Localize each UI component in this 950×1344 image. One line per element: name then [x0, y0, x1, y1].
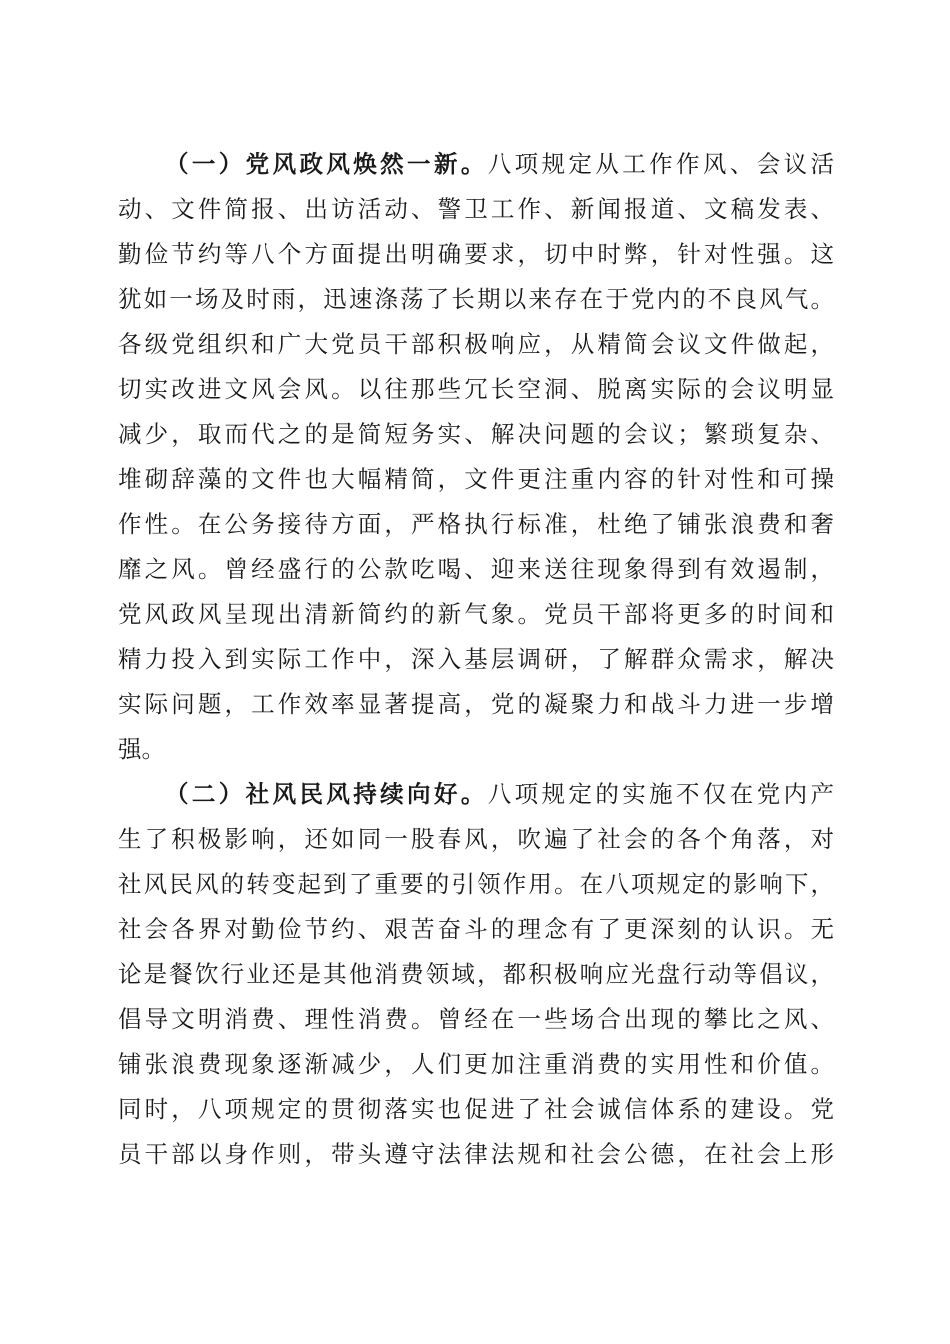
paragraph-line: 党风政风呈现出清新简约的新气象。党员干部将更多的时间和 [118, 600, 834, 628]
section-heading: （一）党风政风焕然一新。 [165, 150, 488, 178]
paragraph-line: 社会各界对勤俭节约、艰苦奋斗的理念有了更深刻的认识。无 [118, 915, 834, 943]
paragraph-line: 同时，八项规定的贯彻落实也促进了社会诚信体系的建设。党 [118, 1095, 834, 1123]
paragraph-line: 各级党组织和广大党员干部积极响应，从精简会议文件做起， [118, 330, 834, 358]
paragraph-line: 员干部以身作则，带头遵守法律法规和社会公德，在社会上形 [118, 1140, 834, 1168]
paragraph-first-line [118, 772, 834, 817]
paragraph-line: 切实改进文风会风。以往那些冗长空洞、脱离实际的会议明显 [118, 375, 834, 403]
paragraph-party-style [118, 142, 834, 772]
paragraph-line: 论是餐饮行业还是其他消费领域，都积极响应光盘行动等倡议， [118, 960, 834, 988]
paragraph-line: 社风民风的转变起到了重要的引领作用。在八项规定的影响下， [118, 870, 834, 898]
paragraph-line: 作性。在公务接待方面，严格执行标准，杜绝了铺张浪费和奢 [118, 510, 834, 538]
paragraph-line: 犹如一场及时雨，迅速涤荡了长期以来存在于党内的不良风气。 [118, 285, 834, 313]
paragraph-line: 勤俭节约等八个方面提出明确要求，切中时弊，针对性强。这 [118, 240, 834, 268]
paragraph-line: 实际问题，工作效率显著提高，党的凝聚力和战斗力进一步增 [118, 690, 834, 718]
paragraph-text: 八项规定的实施不仅在党内产 [487, 780, 834, 808]
paragraph-first-line [118, 142, 834, 187]
section-heading: （二）社风民风持续向好。 [165, 780, 488, 808]
paragraph-line: 倡导文明消费、理性消费。曾经在一些场合出现的攀比之风、 [118, 1005, 834, 1033]
paragraph-social-style [118, 772, 834, 1177]
paragraph-line: 靡之风。曾经盛行的公款吃喝、迎来送往现象得到有效遏制， [118, 555, 834, 583]
paragraph-line: 动、文件简报、出访活动、警卫工作、新闻报道、文稿发表、 [118, 195, 834, 223]
paragraph-line: 精力投入到实际工作中，深入基层调研，了解群众需求，解决 [118, 645, 834, 673]
paragraph-line: 减少，取而代之的是简短务实、解决问题的会议；繁琐复杂、 [118, 420, 834, 448]
paragraph-line: 铺张浪费现象逐渐减少，人们更加注重消费的实用性和价值。 [118, 1050, 834, 1078]
paragraph-line: 堆砌辞藻的文件也大幅精简，文件更注重内容的针对性和可操 [118, 465, 834, 493]
paragraph-line: 强。 [118, 735, 165, 763]
paragraph-text: 八项规定从工作作风、会议活 [487, 150, 834, 178]
document-page [118, 142, 834, 1177]
paragraph-line: 生了积极影响，还如同一股春风，吹遍了社会的各个角落，对 [118, 825, 834, 853]
